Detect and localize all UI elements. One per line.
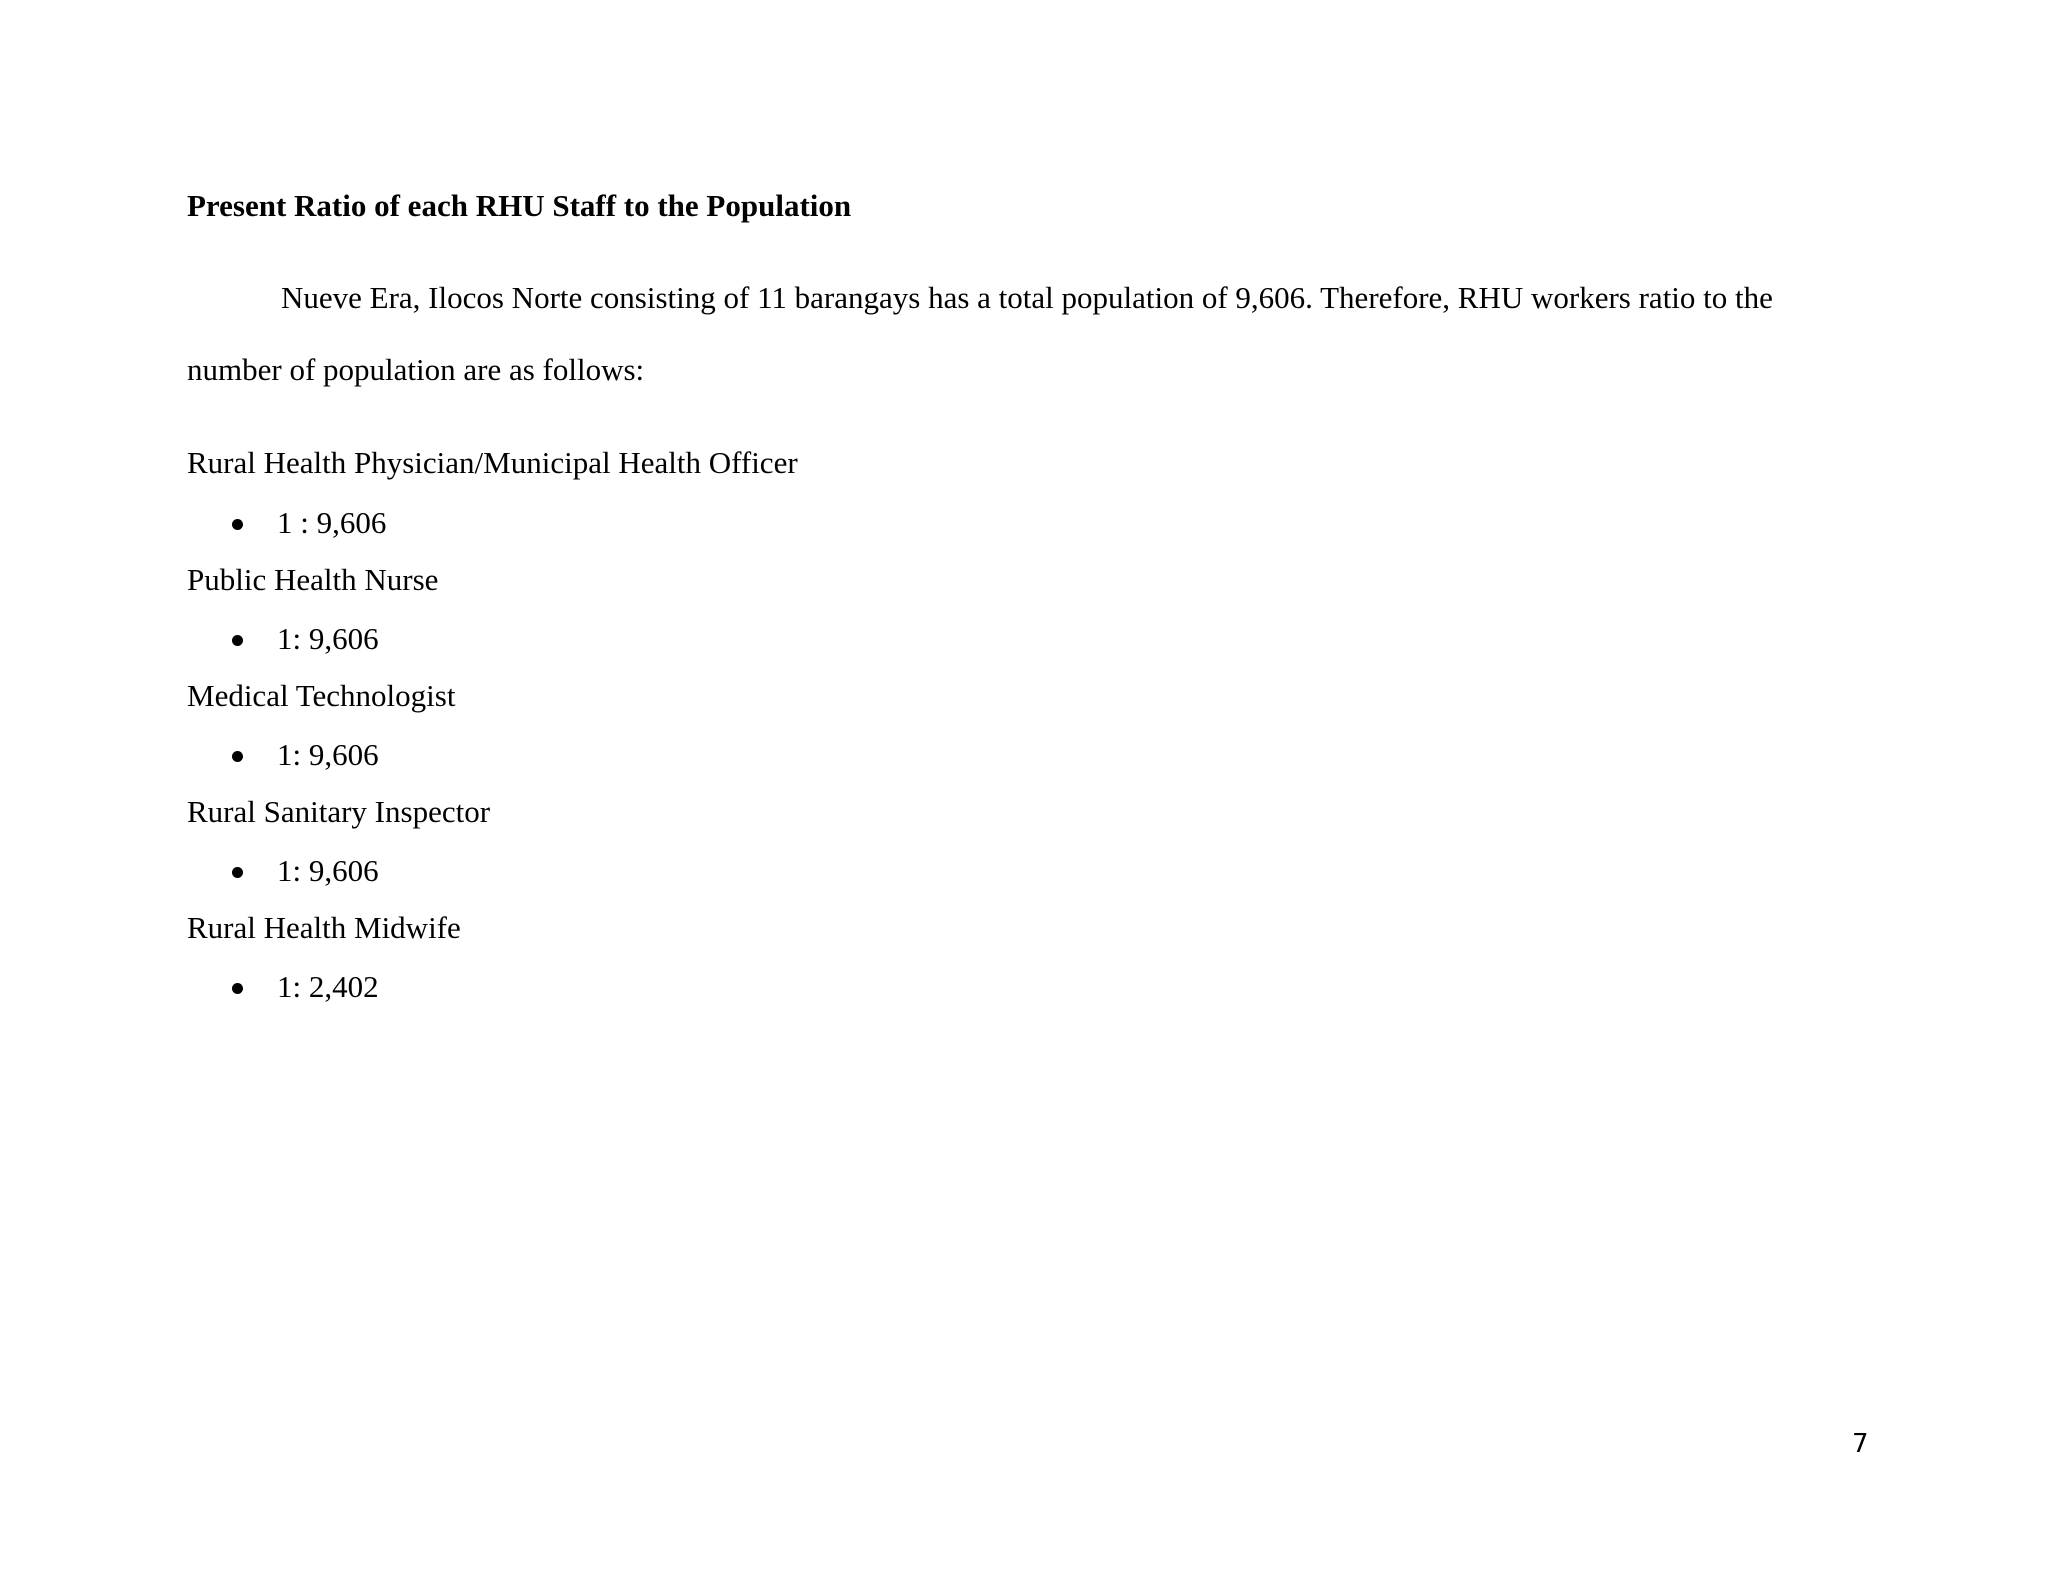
staff-ratio-midwife	[232, 967, 379, 1007]
page-number: 7	[1852, 1429, 1869, 1459]
ratio-value: 1: 9,606	[277, 853, 379, 888]
ratio-value: 1 : 9,606	[277, 505, 387, 540]
section-heading: Present Ratio of each RHU Staff to the Population	[187, 188, 852, 223]
staff-role-midwife: Rural Health Midwife	[187, 910, 461, 945]
staff-ratio-medtech	[232, 735, 379, 775]
staff-role-medtech: Medical Technologist	[187, 678, 456, 713]
staff-role-sanitary-inspector: Rural Sanitary Inspector	[187, 794, 491, 829]
staff-ratio-physician	[232, 503, 386, 543]
staff-role-physician: Rural Health Physician/Municipal Health Officer	[187, 445, 798, 480]
ratio-value: 1: 9,606	[277, 737, 379, 772]
staff-ratio-nurse	[232, 619, 379, 659]
bullet-icon	[232, 519, 243, 530]
bullet-icon	[232, 983, 243, 994]
bullet-icon	[232, 635, 243, 646]
ratio-value: 1: 9,606	[277, 621, 379, 656]
bullet-icon	[232, 867, 243, 878]
paragraph-line-1: Nueve Era, Ilocos Norte consisting of 11 barangays has a total population of 9,606. Therefore, RHU workers ratio to the	[281, 280, 1773, 315]
ratio-value: 1: 2,402	[277, 969, 379, 1004]
staff-ratio-sanitary-inspector	[232, 851, 379, 891]
staff-role-nurse: Public Health Nurse	[187, 562, 439, 597]
bullet-icon	[232, 751, 243, 762]
paragraph-line-2: number of population are as follows:	[187, 352, 645, 387]
